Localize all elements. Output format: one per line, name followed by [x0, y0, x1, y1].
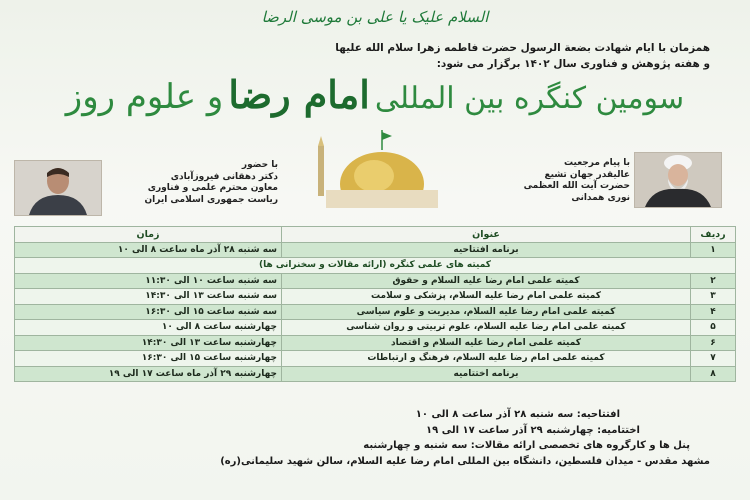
- cleric-caption-4: نوری همدانی: [571, 192, 630, 203]
- row-time: چهارشنبه ساعت ۱۳ الی ۱۴:۳۰: [15, 335, 282, 351]
- congress-title: [20, 72, 730, 117]
- section-heading: کمیته های علمی کنگره (ارائه مقالات و سخنرانی ها): [15, 258, 736, 274]
- deputy-caption-3: معاون محترم علمی و فناوری: [147, 183, 278, 193]
- deputy-photo: [14, 160, 102, 216]
- schedule-table: [14, 226, 736, 382]
- footer-info: [110, 407, 710, 469]
- cleric-caption-1: با پیام مرجعیت: [564, 158, 630, 168]
- title-part-2: امام رضا: [228, 72, 370, 117]
- row-time: سه شنبه ساعت ۱۳ الی ۱۴:۳۰: [15, 289, 282, 305]
- row-time: چهارشنبه ساعت ۸ الی ۱۰: [15, 320, 282, 336]
- row-title: برنامه اختتامیه: [282, 366, 691, 382]
- deputy-caption: [108, 160, 278, 206]
- deputy-caption-1: با حضور: [241, 160, 278, 170]
- table-row: [15, 320, 736, 336]
- cleric-caption-3: حضرت آیت الله العظمی: [523, 181, 630, 191]
- table-row: [15, 273, 736, 289]
- row-number: ۱: [691, 242, 736, 258]
- row-title: کمیته علمی امام رضا علیه السلام، مدیریت و علوم سیاسی: [282, 304, 691, 320]
- table-row: [15, 366, 736, 382]
- row-number: ۴: [691, 304, 736, 320]
- intro-text: [150, 40, 710, 72]
- row-number: ۲: [691, 273, 736, 289]
- row-time: سه شنبه ۲۸ آذر ماه ساعت ۸ الی ۱۰: [15, 242, 282, 258]
- header-time: زمان: [15, 227, 282, 243]
- footer-opening: افتتاحیه: سه شنبه ۲۸ آذر ساعت ۸ الی ۱۰: [415, 409, 620, 420]
- row-time: چهارشنبه ۲۹ آذر ماه ساعت ۱۷ الی ۱۹: [15, 366, 282, 382]
- footer-venue: مشهد مقدس - میدان فلسطین، دانشگاه بین المللی امام رضا علیه السلام، سالن شهید سلیمانی(ره): [220, 455, 710, 467]
- row-number: ۵: [691, 320, 736, 336]
- table-row: [15, 335, 736, 351]
- table-header-row: [15, 227, 736, 243]
- row-title: کمیته علمی امام رضا علیه السلام و حقوق: [282, 273, 691, 289]
- cleric-photo: [634, 152, 722, 208]
- cleric-caption: [450, 158, 630, 204]
- row-title: برنامه افتتاحیه: [282, 242, 691, 258]
- deputy-caption-2: دکتر دهقانی فیروزآبادی: [170, 171, 278, 182]
- cleric-caption-2: عالیقدر جهان تشیع: [544, 169, 630, 180]
- deputy-caption-4: ریاست جمهوری اسلامی ایران: [144, 194, 278, 205]
- table-row: [15, 289, 736, 305]
- table-row: [15, 242, 736, 258]
- header-row-number: ردیف: [691, 227, 736, 243]
- row-time: سه شنبه ساعت ۱۵ الی ۱۶:۳۰: [15, 304, 282, 320]
- footer-panels: پنل ها و کارگروه های تخصصی ارائه مقالات: سه شنبه و چهارشنبه: [363, 440, 690, 451]
- row-time: سه شنبه ساعت ۱۰ الی ۱۱:۳۰: [15, 273, 282, 289]
- salutation: السلام علیک یا علی بن موسی الرضا: [261, 8, 489, 26]
- row-title: کمیته علمی امام رضا علیه السلام، علوم تربیتی و روان شناسی: [282, 320, 691, 336]
- intro-line-2: و هفته پژوهش و فناوری سال ۱۴۰۲ برگزار می شود:: [436, 58, 710, 70]
- row-title: کمیته علمی امام رضا علیه السلام، پزشکی و سلامت: [282, 289, 691, 305]
- row-number: ۷: [691, 351, 736, 367]
- table-row: [15, 304, 736, 320]
- title-part-1: سومین کنگره بین المللی: [374, 81, 685, 116]
- row-number: ۳: [691, 289, 736, 305]
- title-part-3: و علوم روز: [65, 77, 224, 117]
- table-row: [15, 351, 736, 367]
- row-number: ۸: [691, 366, 736, 382]
- row-title: کمیته علمی امام رضا علیه السلام و اقتصاد: [282, 335, 691, 351]
- row-number: ۶: [691, 335, 736, 351]
- row-title: کمیته علمی امام رضا علیه السلام، فرهنگ و ارتباطات: [282, 351, 691, 367]
- shrine-dome-icon: [296, 128, 446, 208]
- header-title: عنوان: [282, 227, 691, 243]
- intro-line-1: همزمان با ایام شهادت بضعة الرسول حضرت فاطمه زهرا سلام الله علیها: [335, 42, 710, 54]
- row-time: چهارشنبه ساعت ۱۵ الی ۱۶:۳۰: [15, 351, 282, 367]
- footer-closing: اختتامیه: چهارشنبه ۲۹ آذر ساعت ۱۷ الی ۱۹: [426, 424, 640, 436]
- table-row-section: [15, 258, 736, 274]
